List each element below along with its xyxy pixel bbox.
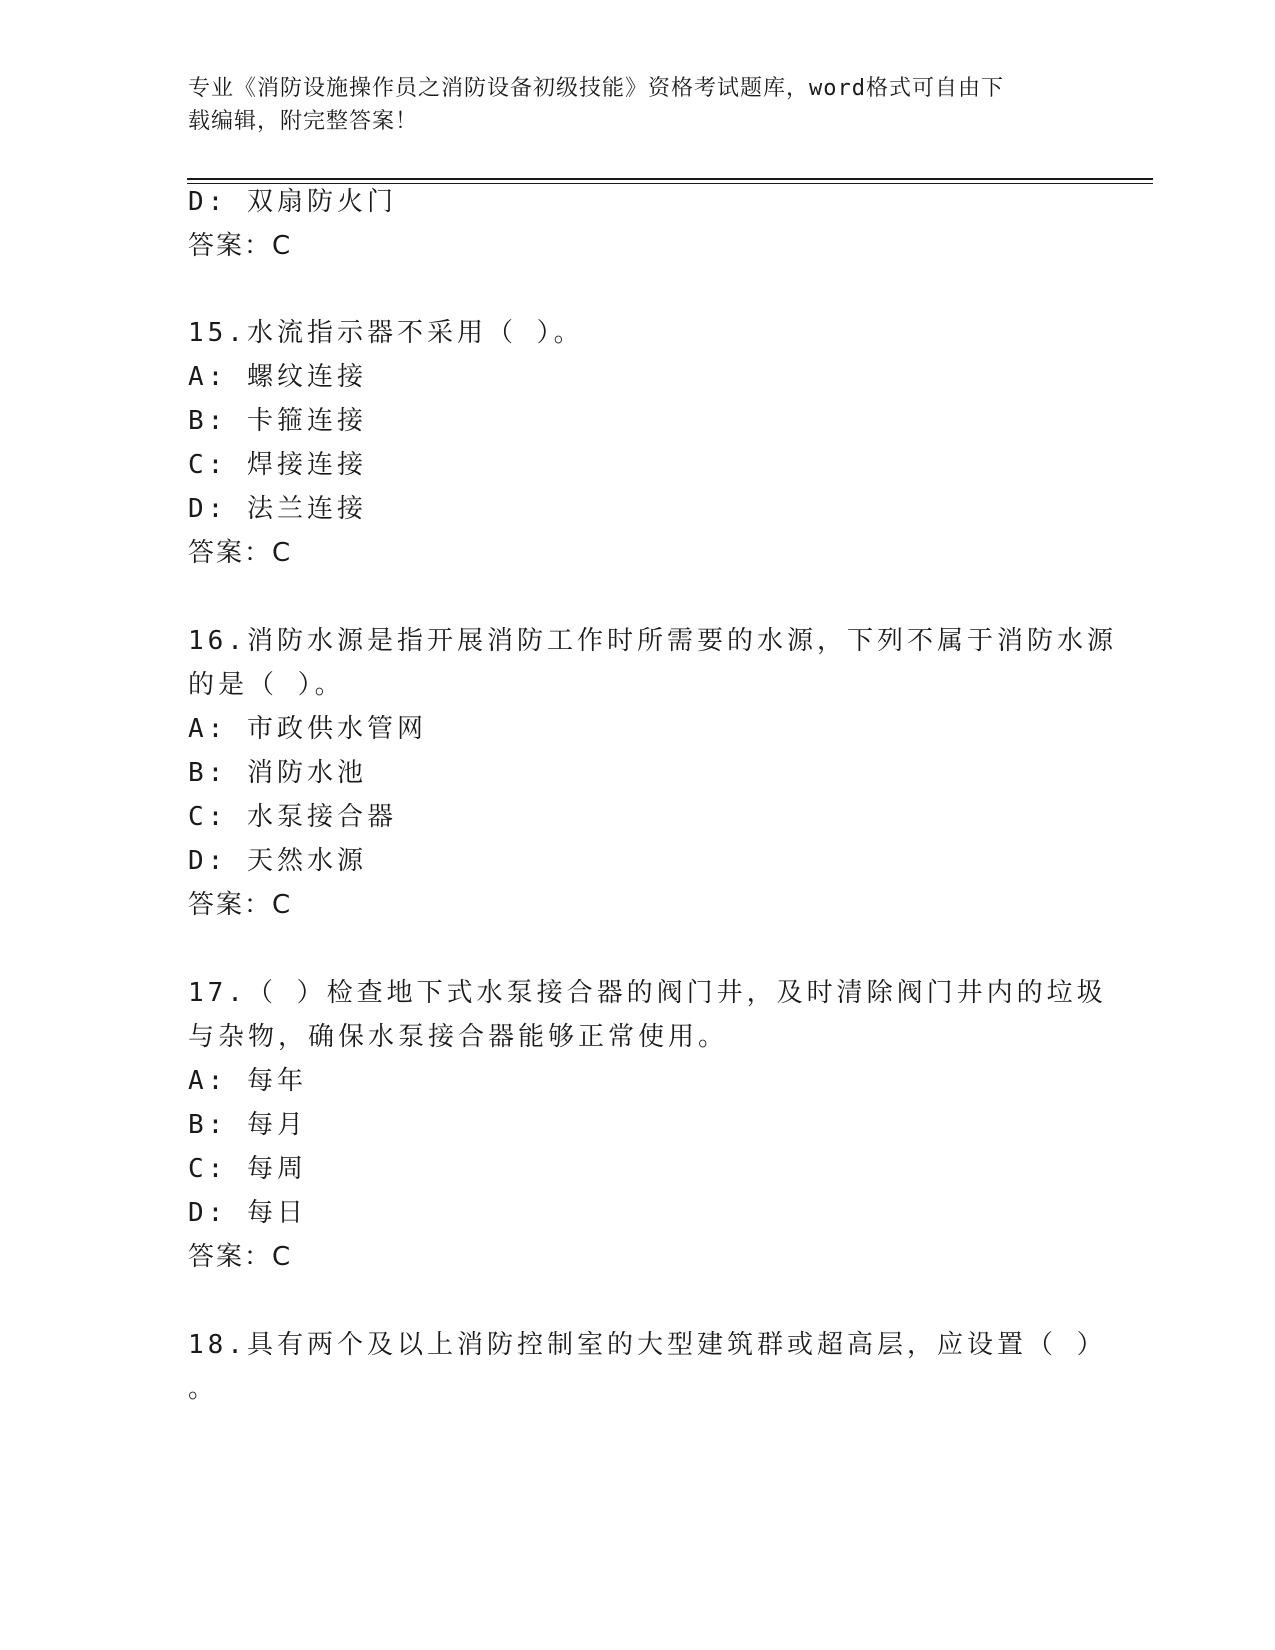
- q16-option-d: D: 天然水源: [188, 846, 367, 876]
- q15-option-a: A: 螺纹连接: [188, 362, 367, 392]
- header-line-2: 载编辑，附完整答案！: [188, 109, 419, 134]
- q17-stem-line-2: 与杂物，确保水泵接合器能够正常使用。: [188, 1022, 729, 1052]
- q16-option-b: B: 消防水池: [188, 758, 367, 788]
- q15-answer: 答案：C: [188, 538, 293, 568]
- prev-option-d: D: 双扇防火门: [188, 187, 397, 217]
- q15-option-c: C: 焊接连接: [188, 450, 367, 480]
- header-divider-thick: [187, 178, 1153, 180]
- q17-option-d: D: 每日: [188, 1198, 307, 1228]
- q15-option-b: B: 卡箍连接: [188, 406, 367, 436]
- q16-option-c: C: 水泵接合器: [188, 802, 397, 832]
- q17-option-a: A: 每年: [188, 1066, 307, 1096]
- q15-stem: 15.水流指示器不采用（ ）。: [188, 318, 584, 348]
- q16-stem-line-1: 16.消防水源是指开展消防工作时所需要的水源，下列不属于消防水源: [188, 626, 1117, 656]
- q18-stem-line-2: 。: [188, 1374, 219, 1404]
- prev-answer: 答案：C: [188, 231, 293, 261]
- q16-stem-line-2: 的是（ ）。: [188, 670, 345, 700]
- q17-answer: 答案：C: [188, 1242, 293, 1272]
- q17-option-c: C: 每周: [188, 1154, 307, 1184]
- q17-stem-line-1: 17.（ ）检查地下式水泵接合器的阀门井，及时清除阀门井内的垃圾: [188, 978, 1107, 1008]
- q16-option-a: A: 市政供水管网: [188, 714, 427, 744]
- q16-answer: 答案：C: [188, 890, 293, 920]
- header-divider-thin: [187, 183, 1153, 184]
- q17-option-b: B: 每月: [188, 1110, 307, 1140]
- header-line-1: 专业《消防设施操作员之消防设备初级技能》资格考试题库，word格式可自由下: [188, 76, 1004, 101]
- q18-stem-line-1: 18.具有两个及以上消防控制室的大型建筑群或超高层，应设置（ ）: [188, 1330, 1107, 1360]
- document-header: [188, 72, 1068, 138]
- q15-option-d: D: 法兰连接: [188, 494, 367, 524]
